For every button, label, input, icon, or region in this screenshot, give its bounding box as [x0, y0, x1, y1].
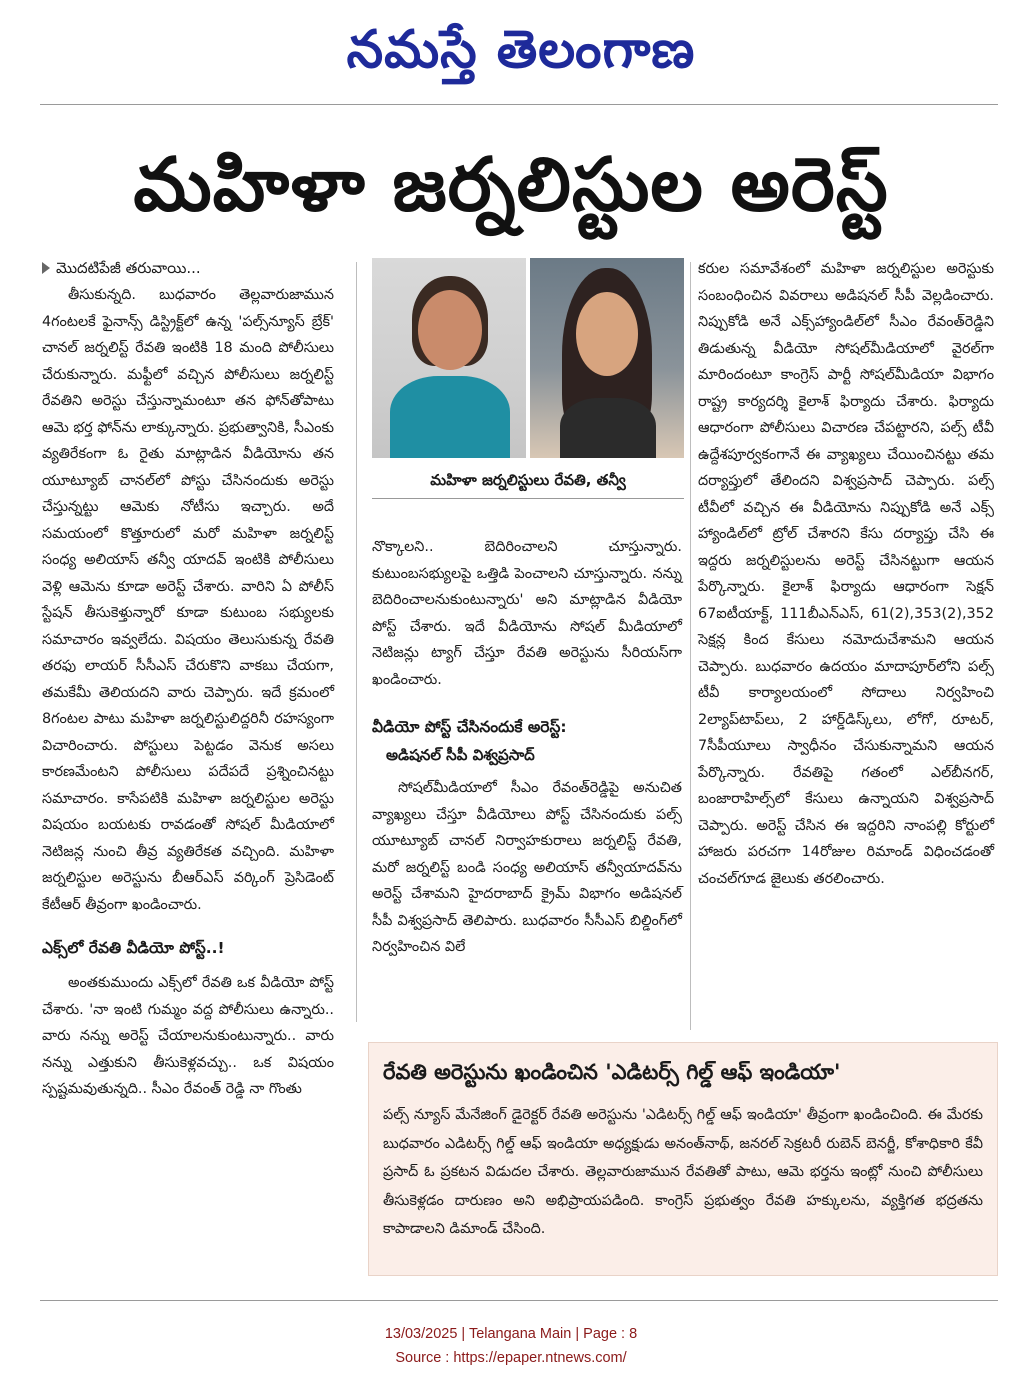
photo-caption: మహిళా జర్నలిస్టులు రేవతి, తన్వీ	[372, 462, 684, 499]
sidebar-story-body: పల్స్ న్యూస్ మేనేజింగ్ డైరెక్టర్ రేవతి అరెస్టును 'ఎడిటర్స్ గిల్డ్ ఆఫ్ ఇండియా' తీవ్రంగా ఖండించింది. ఈ మేరకు బుధవారం ఎడిటర్స్ గిల్డ్ ఆఫ్ ఇండియా అధ్యక్షుడు అనంత్‌నాథ్, జనరల్ సెక్రటరీ రుబెన్ బెనర్జీ, కోశాధికారి కేవీ ప్రసాద్ ఓ ప్రకటన విడుదల చేశారు. తెల్లవారుజామున రేవతితో పాటు, ఆమె భర్తను ఇంట్లో నుంచి పోలీసులు తీసుకెళ్లడం దారుణం అని అభిప్రాయపడింది. కాంగ్రెస్ ప్రభుత్వం రేవతి హక్కులను, వ్యక్తిగత భద్రతను కాపాడాలని డిమాండ్ చేసింది.	[383, 1107, 983, 1237]
masthead-rule	[40, 104, 998, 105]
sidebar-story	[368, 1042, 998, 1276]
column-3	[698, 256, 994, 892]
footer-rule	[40, 1300, 998, 1301]
body-paragraph: తీసుకున్నది. బుధవారం తెల్లవారుజామున 4గంటలకే ఫైనాన్స్ డిస్ట్రిక్ట్‌లో ఉన్న 'పల్స్‌న్యూస్ బ్రేక్' చానల్ జర్నలిస్ట్ రేవతి ఇంటికి 18 మంది పోలీసులు చేరుకున్నారు. మఫ్టీలో వచ్చిన పోలీసులు జర్నలిస్ట్ రేవతిని అరెస్టు చేస్తున్నామంటూ తన ఫోన్‌తోపాటు ఆమె భర్త ఫోన్‌ను లాక్కున్నారు. ప్రభుత్వానికి, సీఎంకు వ్యతిరేకంగా ఓ రైతు మాట్లాడిన వీడియోను తన యూట్యూబ్ చానల్‌లో పోస్టు చేసినందుకు అరెస్టు చేస్తున్నట్టు ఆమెకు నోటీసు ఇచ్చారు. అదే సమయంలో కొత్తూరులో మరో మహిళా జర్నలిస్ట్ సంధ్య అలియాస్ తన్వీ యాదవ్ ఇంటికి పోలీసులు వెళ్లి ఆమెను కూడా అరెస్ట్ చేశారు. వారిని ఏ పోలీస్ స్టేషన్ తీసుకెళ్తున్నారో కూడా కుటుంబ సభ్యులకు సమాచారం ఇవ్వలేదు. విషయం తెలుసుకున్న రేవతి తరఫు లాయర్ సీసీఎస్ చేరుకొని వాకబు చేయగా, తమకేమీ తెలియదని వారు చెప్పారు. ఇదే క్రమంలో 8గంటల పాటు మహిళా జర్నలిస్టులిద్దరినీ రహస్యంగా విచారించారు. పోస్టులు పెట్టడం వెనుక అసలు కారణమేంటని పోలీసులు పదేపదే ప్రశ్నించినట్టు సమాచారం. కాసేపటికి మహిళా జర్నలిస్టుల అరెస్టు విషయం బయటకు రావడంతో సోషల్ మీడియాలో నెటిజన్ల నుంచి తీవ్ర వ్యతిరేకత వచ్చింది. మహిళా జర్నలిస్టుల అరెస్టును బీఆర్‌ఎస్ వర్కింగ్ ప్రెసిడెంట్ కేటీఆర్ తీవ్రంగా ఖండించారు.	[42, 287, 334, 913]
photo-tanvi	[530, 258, 684, 458]
headline: మహిళా జర్నలిస్టుల అరెస్ట్	[133, 142, 889, 228]
newspaper-name: నమస్తే తెలంగాణ	[346, 20, 696, 80]
column-divider	[690, 262, 691, 1030]
footer-source: Source : https://epaper.ntnews.com/	[395, 1350, 627, 1366]
subheading: ఎక్స్‌లో రేవతి వీడియో పోస్ట్..!	[42, 939, 225, 957]
subheading: వీడియో పోస్ట్ చేసినందుకే అరెస్ట్:	[372, 718, 567, 736]
body-paragraph: సోషల్‌మీడియాలో సీఎం రేవంత్‌రెడ్డిపై అనుచిత వ్యాఖ్యలు చేస్తూ వీడియోలు పోస్ట్ చేసినందుకు పల్స్ యూట్యూబ్ చానల్ నిర్వాహకురాలు జర్నలిస్ట్ రేవతి, మరో జర్నలిస్ట్ బండి సంధ్య అలియాస్ తన్వీయాదవ్‌ను అరెస్ట్ చేశామని హైదరాబాద్ క్రైమ్ విభాగం అడిషనల్ సీపీ విశ్వప్రసాద్ తెలిపారు. బుధవారం సీసీఎస్ బిల్డింగ్‌లో నిర్వహించిన విలే	[372, 780, 682, 955]
footer-edition: 13/03/2025 | Telangana Main | Page : 8	[384, 1326, 638, 1342]
photo-pair	[372, 258, 684, 458]
body-paragraph: నొక్కాలని.. బెదిరించాలని చూస్తున్నారు. కుటుంబసభ్యులపై ఒత్తిడి పెంచాలని చూస్తున్నారు. నన్ను బెదిరించాలనుకుంటున్నారు' అని మాట్లాడిన వీడియో పోస్ట్ చేశారు. ఇదే వీడియోను సోషల్ మీడియాలో నెటిజన్లు ట్యాగ్ చేస్తూ రేవతి అరెస్టును సీరియస్‌గా ఖండించారు.	[372, 539, 682, 688]
column-divider	[356, 262, 357, 1022]
continued-marker	[42, 254, 334, 282]
column-1	[42, 254, 334, 1103]
masthead	[0, 8, 1022, 96]
column-2	[372, 534, 682, 961]
body-paragraph: కరుల సమావేశంలో మహిళా జర్నలిస్టుల అరెస్టుకు సంబంధించిన వివరాలు అడిషనల్ సీపీ వెల్లడించారు. నిప్పుకోడి అనే ఎక్స్‌హ్యాండిల్‌లో సీఎం రేవంత్‌రెడ్డిని తిడుతున్న వీడియో సోషల్‌మీడియాలో వైరల్‌గా మారిందంటూ కాంగ్రెస్ పార్టీ సోషల్‌మీడియా విభాగం రాష్ట్ర కార్యదర్శి కైలాశ్ ఫిర్యాదు చేశారు. ఫిర్యాదు ఆధారంగా పోలీసులు విచారణ చేపట్టారని, పల్స్ టీవీ ఉద్దేశపూర్వకంగానే ఈ వ్యాఖ్యలు చేయించినట్టు తమ దర్యాప్తులో తేలిందని విశ్వప్రసాద్ చెప్పారు. పల్స్ టీవీలో వచ్చిన ఈ వీడియోను నిప్పుకోడి అనే ఎక్స్ హ్యాండిల్‌లో ట్రోల్ చేశారని కేసు దర్యాప్తు చేసి ఈ ఇద్దరు జర్నలిస్టులను అరెస్ట్ చేసినట్టుగా ఆయన పేర్కొన్నారు. కైలాశ్ ఫిర్యాదు ఆధారంగా సెక్షన్ 67ఐటీయాక్ట్, 111బీఎన్‌ఎస్, 61(2),353(2),352 సెక్షన్ల కింద కేసులు నమోదుచేశామని ఆయన చెప్పారు. బుధవారం ఉదయం మాదాపూర్‌లోని పల్స్ టీవీ కార్యాలయంలో సోదాలు నిర్వహించి 2ల్యాప్‌టాప్‌లు, 2 హార్డ్‌డిస్క్‌లు, లోగో, రూటర్, 7సీపీయూలు స్వాధీనం చేసుకున్నామని ఆయన పేర్కొన్నారు. రేవతిపై గతంలో ఎల్‌బీనగర్, బంజారాహిల్స్‌లో కేసులు ఉన్నాయని విశ్వప్రసాద్ చెప్పారు. అరెస్ట్ చేసిన ఈ ఇద్దరిని నాంపల్లి కోర్టులో హాజరు పరచగా 14రోజుల రిమాండ్ విధించడంతో చంచల్‌గూడ జైలుకు తరలించారు.	[698, 261, 994, 887]
body-paragraph: అంతకుముందు ఎక్స్‌లో రేవతి ఒక వీడియో పోస్ట్ చేశారు. 'నా ఇంటి గుమ్మం వద్ద పోలీసులు ఉన్నారు.. వారు నన్ను అరెస్ట్ చేయాలనుకుంటున్నారు.. వారు నన్ను ఎత్తుకుని తీసుకెళ్లవచ్చు.. ఒక విషయం స్పష్టమవుతున్నది.. సీఎం రేవంత్ రెడ్డి నా గొంతు	[42, 975, 334, 1097]
arrow-right-icon	[42, 262, 50, 274]
continued-label: మొదటిపేజీ తరువాయి...	[56, 259, 201, 277]
photo-revathi	[372, 258, 526, 458]
sidebar-story-title: రేవతి అరెస్టును ఖండించిన 'ఎడిటర్స్ గిల్డ్ ఆఫ్ ఇండియా'	[383, 1060, 841, 1084]
subheading-byline: అడిషనల్ సీపీ విశ్వప్రసాద్	[386, 746, 535, 764]
